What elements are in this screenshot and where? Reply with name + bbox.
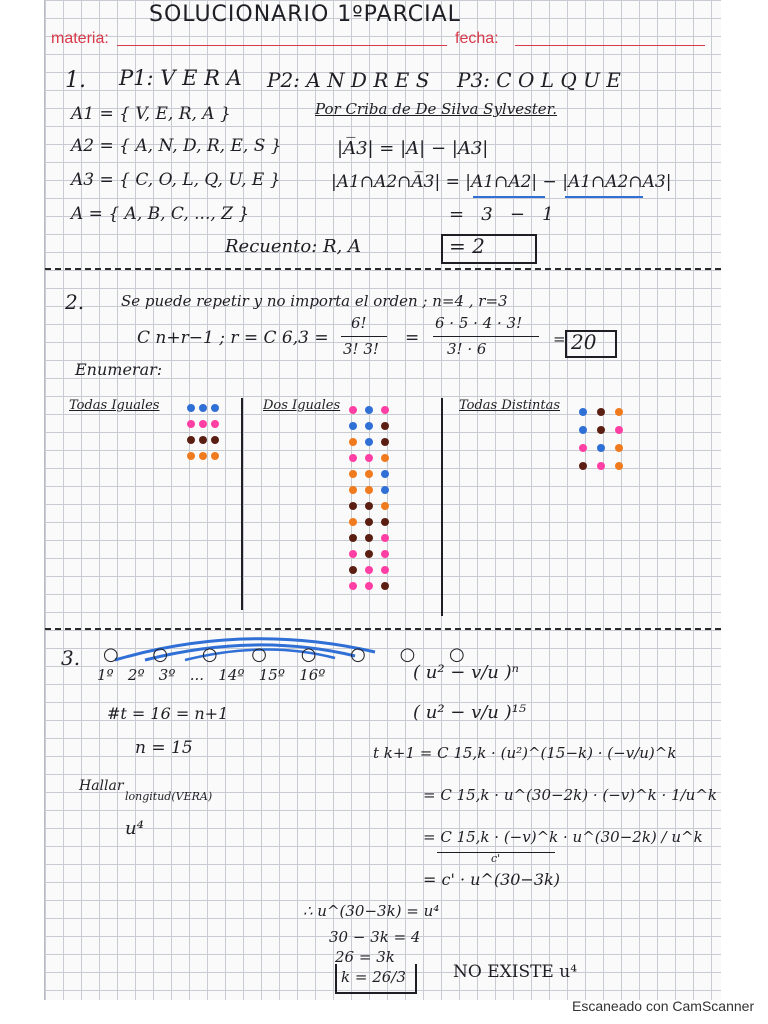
notebook-page (44, 0, 721, 1000)
set-a3: A3 = { C, O, L, Q, U, E } (71, 170, 281, 190)
colored-dot (579, 444, 587, 452)
term-count: #t = 16 = n+1 (107, 704, 229, 723)
colored-dot (615, 408, 623, 416)
colored-dot (349, 422, 357, 430)
colored-dot (365, 438, 373, 446)
frac1-line (341, 336, 387, 337)
problem-2-statement: Se puede repetir y no importa el orden ; n=4 , r=3 (121, 292, 508, 310)
column-label-equal: Todas Iguales (69, 398, 160, 413)
frac2-line (433, 336, 539, 337)
enumerate-label: Enumerar: (75, 360, 163, 379)
eq-sign: = (405, 328, 420, 348)
colored-dot (349, 566, 357, 574)
colored-dot (211, 404, 219, 412)
colored-dot (187, 452, 195, 460)
problem-2-number: 2. (65, 290, 85, 314)
colored-dot (211, 452, 219, 460)
method-note: Por Criba de De Silva Sylvester. (315, 100, 557, 118)
colored-dot (365, 406, 373, 414)
general-term-4: = c' · u^(30−3k) (423, 870, 560, 889)
solution-step-2: 30 − 3k = 4 (329, 928, 421, 946)
recount: Recuento: R, A (225, 236, 361, 257)
colored-dot (365, 534, 373, 542)
colored-dot (381, 550, 389, 558)
colored-dot (597, 426, 605, 434)
fecha-label: fecha: (455, 30, 499, 47)
colored-dot (365, 422, 373, 430)
problem-1-number: 1. (65, 68, 86, 93)
colored-dot (211, 436, 219, 444)
colored-dot (349, 406, 357, 414)
solution-step-4: k = 26/3 (341, 968, 406, 986)
conclusion: NO EXISTE u⁴ (453, 962, 578, 982)
result-2: 20 (571, 330, 597, 354)
column-label-distinct: Todas Distintas (459, 398, 561, 413)
separator-1 (45, 268, 721, 270)
colored-dot (349, 518, 357, 526)
eq-complement: |A̅3| = |A| − |A3| (337, 138, 489, 159)
colored-dot (597, 462, 605, 470)
colored-dot (381, 406, 389, 414)
colored-dot (365, 470, 373, 478)
colored-dot (199, 452, 207, 460)
colored-dot (211, 420, 219, 428)
general-term-2: = C 15,k · u^(30−2k) · (−v)^k · 1/u^k (423, 786, 717, 804)
colored-dot (365, 486, 373, 494)
eq-values: = 3 − 1 (449, 204, 554, 225)
colored-dot (349, 486, 357, 494)
solution-step-3: 26 = 3k (335, 948, 395, 966)
colored-dot (381, 566, 389, 574)
underline-a1a2 (473, 196, 545, 198)
colored-dot (597, 444, 605, 452)
colored-dot (615, 462, 623, 470)
colored-dot (365, 502, 373, 510)
term-positions: 1º 2º 3º ... 14º 15º 16º (97, 666, 326, 684)
colored-dot (381, 582, 389, 590)
colored-dot (579, 462, 587, 470)
colored-dot (381, 518, 389, 526)
colored-dot (579, 426, 587, 434)
general-term-3: = C 15,k · (−v)^k · u^(30−2k) / u^k (423, 828, 703, 846)
colored-dot (381, 438, 389, 446)
colored-dot (381, 534, 389, 542)
colored-dot (349, 502, 357, 510)
column-label-two-equal: Dos Iguales (263, 398, 341, 413)
colored-dot (365, 550, 373, 558)
colored-dot (349, 550, 357, 558)
binomial-general: ( u² − v/u )ⁿ (413, 662, 519, 683)
result-2-prefix: = (553, 330, 566, 348)
combination-formula: C n+r−1 ; r = C 6,3 = (137, 328, 329, 348)
find-label: Hallar (79, 778, 124, 794)
name-p3: P3: C O L Q U E (457, 68, 621, 92)
c-prime-label: c' (491, 852, 501, 865)
colored-dot (615, 426, 623, 434)
name-p2: P2: A N D R E S (267, 68, 430, 92)
n-value: n = 15 (135, 738, 193, 758)
colored-dot (579, 408, 587, 416)
find-target: u⁴ (125, 818, 144, 839)
colored-dot (381, 422, 389, 430)
materia-line (117, 45, 447, 46)
colored-dot (199, 420, 207, 428)
colored-dot (199, 404, 207, 412)
column-divider-2 (441, 398, 443, 616)
colored-dot (615, 444, 623, 452)
column-divider-1 (241, 398, 243, 610)
problem-3-number: 3. (61, 646, 81, 670)
underline-a1a2a3 (565, 196, 643, 198)
colored-dot (365, 454, 373, 462)
name-p1: P1: V E R A (119, 66, 242, 90)
term-circles: ○ ○ ○ ○ ○ ○ ○ ○ (103, 644, 479, 665)
colored-dot (199, 436, 207, 444)
solution-step-1: ∴ u^(30−3k) = u⁴ (303, 902, 440, 920)
colored-dot (381, 486, 389, 494)
colored-dot (349, 582, 357, 590)
binomial-15: ( u² − v/u )¹⁵ (413, 702, 527, 723)
colored-dot (349, 438, 357, 446)
colored-dot (187, 436, 195, 444)
frac2-num: 6 · 5 · 4 · 3! (435, 314, 523, 332)
colored-dot (381, 454, 389, 462)
frac1-den: 3! 3! (343, 340, 379, 358)
colored-dot (365, 566, 373, 574)
set-a1: A1 = { V, E, R, A } (71, 104, 231, 124)
colored-dot (597, 408, 605, 416)
fecha-line (515, 45, 705, 46)
colored-dot (187, 404, 195, 412)
colored-dot (349, 470, 357, 478)
colored-dot (381, 502, 389, 510)
colored-dot (365, 518, 373, 526)
materia-label: materia: (51, 30, 109, 47)
colored-dot (349, 454, 357, 462)
frac2-den: 3! · 6 (447, 340, 487, 358)
colored-dot (187, 420, 195, 428)
result-1: = 2 (449, 234, 485, 258)
scanner-watermark: Escaneado con CamScanner (572, 998, 755, 1014)
general-term-1: t k+1 = C 15,k · (u²)^(15−k) · (−v/u)^k (373, 744, 677, 762)
page-title: SOLUCIONARIO 1ºPARCIAL (149, 2, 461, 27)
frac1-num: 6! (351, 314, 367, 332)
set-a: A = { A, B, C, ..., Z } (71, 204, 250, 224)
eq-criba: |A1∩A2∩A̅3| = |A1∩A2| − |A1∩A2∩A3| (331, 172, 672, 192)
find-sublabel: longitud(VERA) (125, 790, 213, 803)
colored-dot (365, 582, 373, 590)
colored-dot (349, 534, 357, 542)
set-a2: A2 = { A, N, D, R, E, S } (71, 136, 282, 156)
colored-dot (381, 470, 389, 478)
